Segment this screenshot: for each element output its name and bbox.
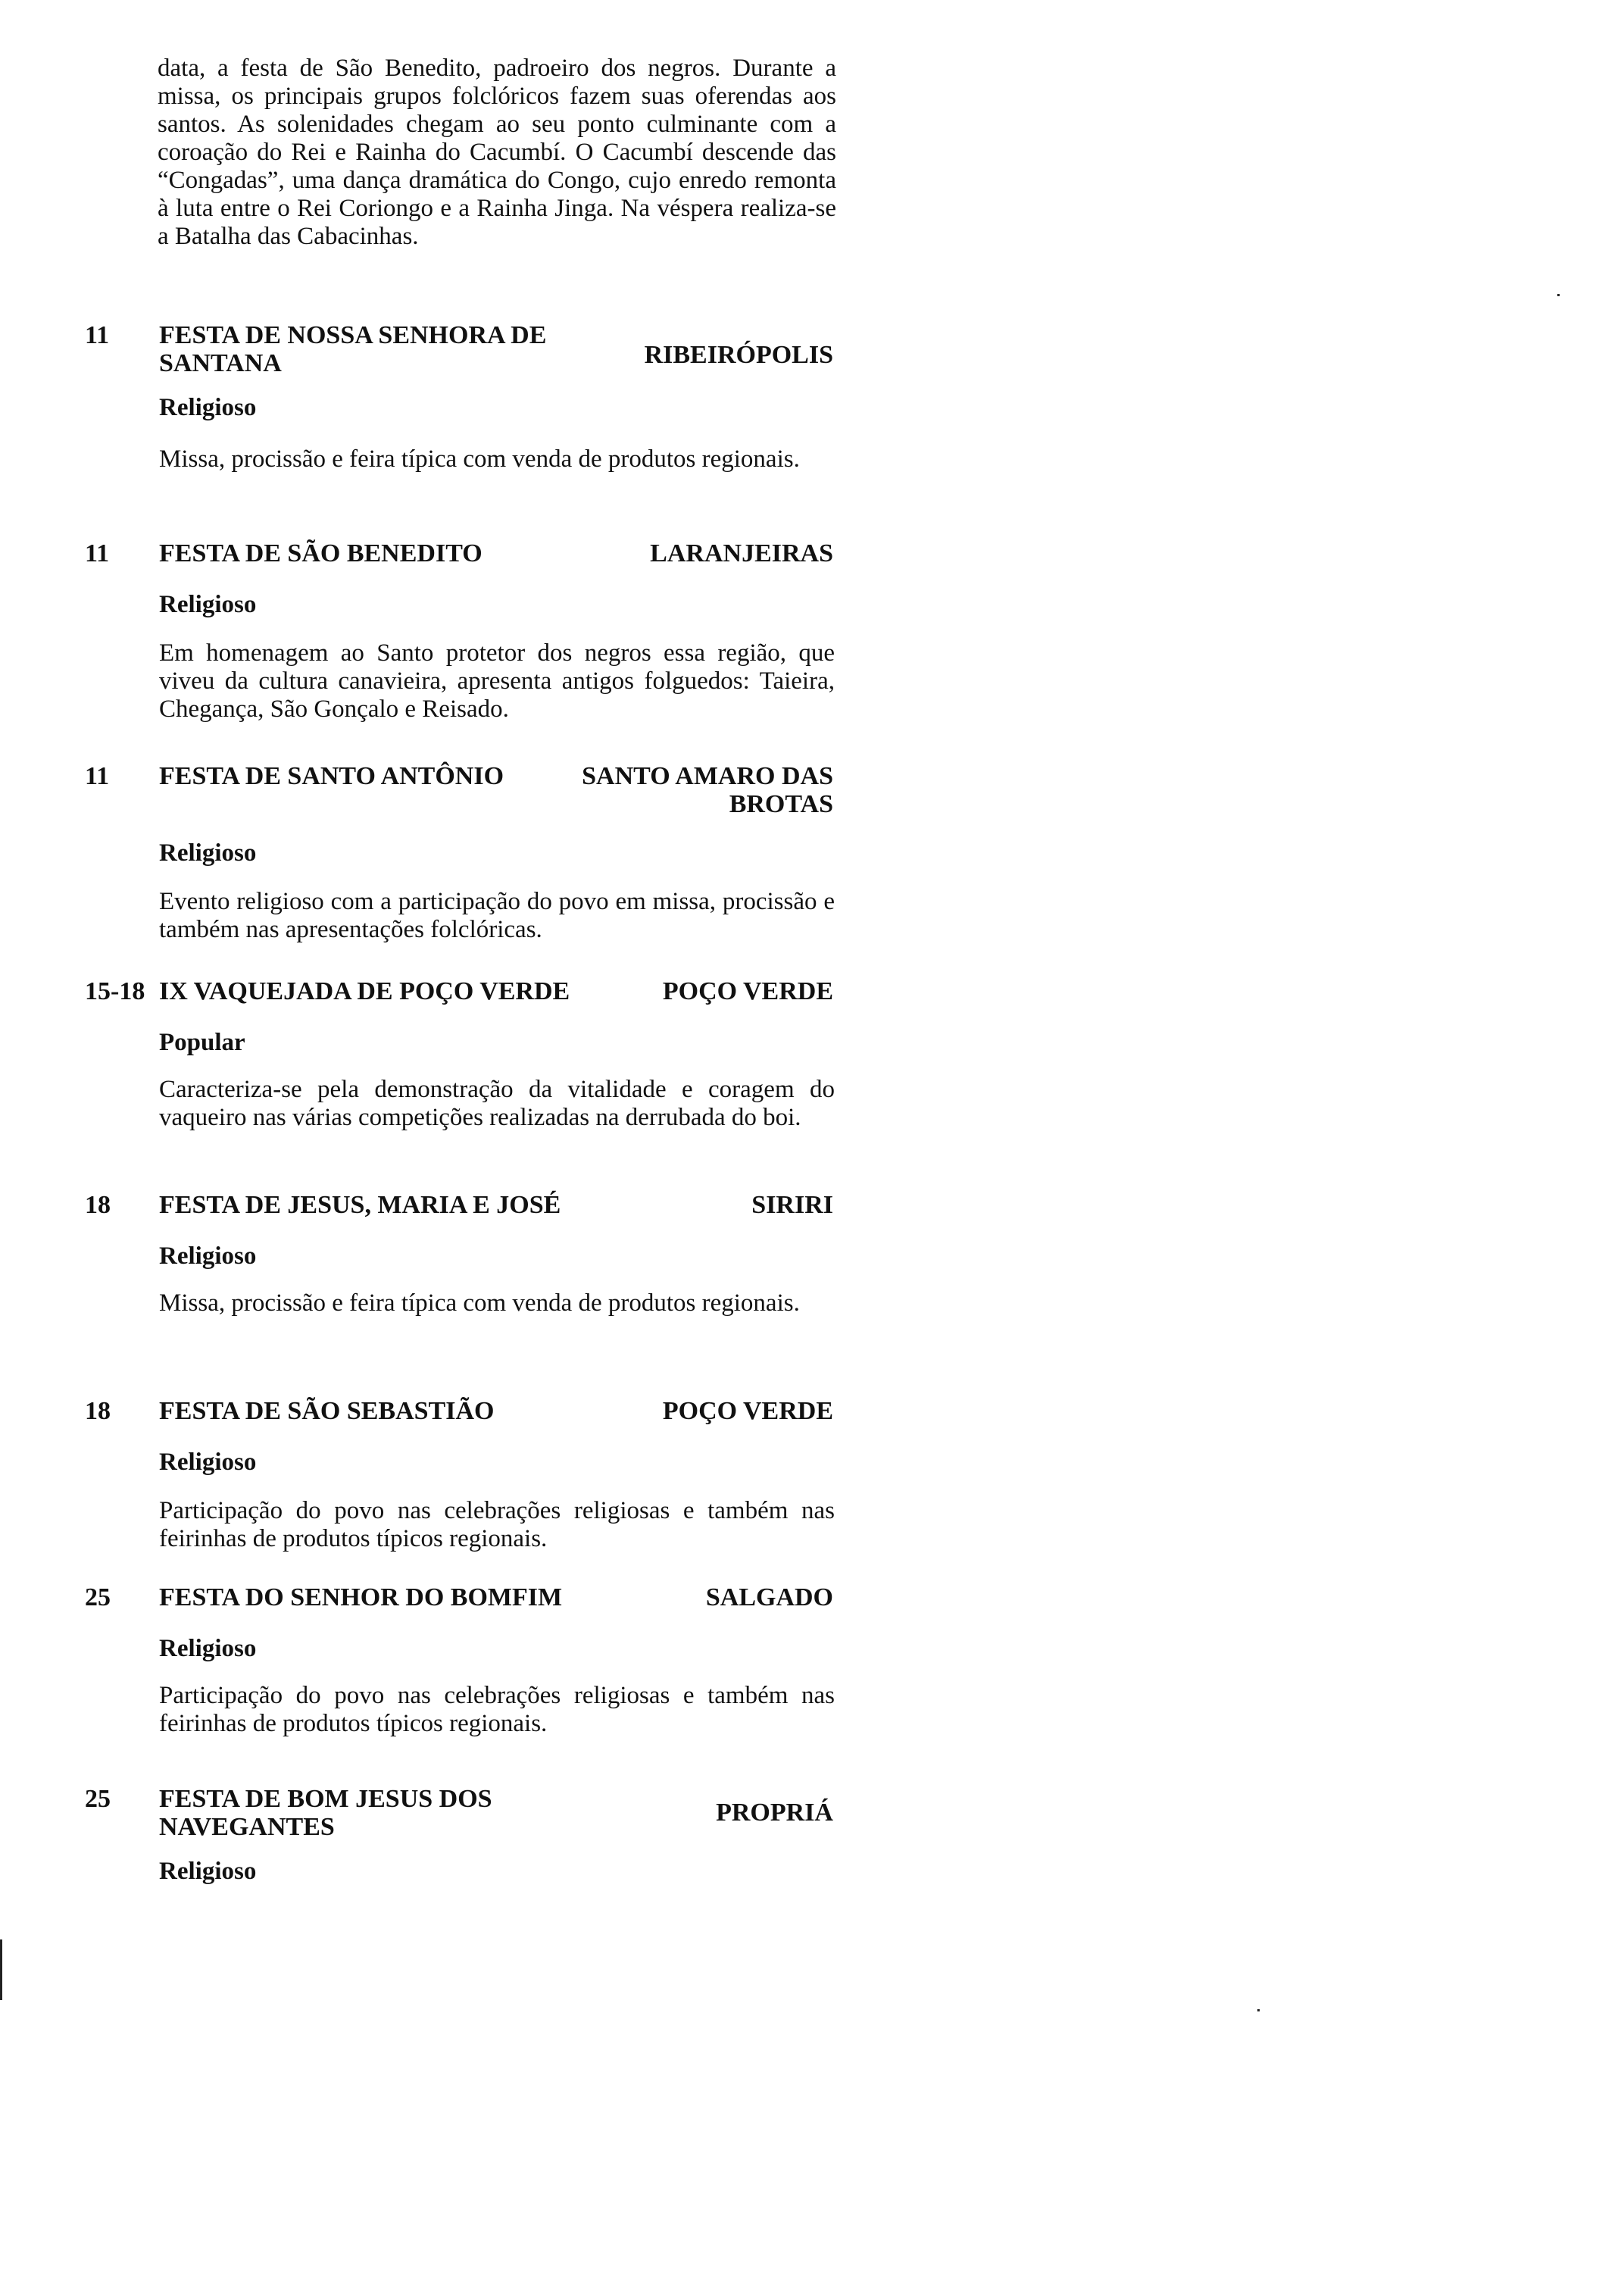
event-day: 25 xyxy=(85,1785,111,1813)
event-day: 11 xyxy=(85,321,110,349)
event-day: 18 xyxy=(85,1397,111,1425)
event-place: SIRIRI xyxy=(751,1191,833,1219)
event-title: FESTA DO SENHOR DO BOMFIM xyxy=(159,1583,563,1611)
event-description: Em homenagem ao Santo protetor dos negros essa região, que viveu da cultura canavieira, apresenta antigos folguedos: Taieira, Chegança, São Gonçalo e Reisado. xyxy=(159,639,835,723)
event-place: PROPRIÁ xyxy=(716,1799,833,1827)
event-description: Missa, procissão e feira típica com venda de produtos regionais. xyxy=(159,445,800,473)
event-title: FESTA DE SÃO SEBASTIÃO xyxy=(159,1397,495,1425)
scan-edge-mark xyxy=(0,1939,2,2000)
event-title: FESTA DE NOSSA SENHORA DE SANTANA xyxy=(159,321,547,377)
event-description: Evento religioso com a participação do povo em missa, procissão e também nas apresentações folclóricas. xyxy=(159,888,835,943)
event-description: Participação do povo nas celebrações religiosas e também nas feirinhas de produtos típicos regionais. xyxy=(159,1497,835,1552)
event-description: Caracteriza-se pela demonstração da vitalidade e coragem do vaqueiro nas várias competições realizadas na derrubada do boi. xyxy=(159,1076,835,1131)
event-day: 11 xyxy=(85,539,110,567)
scan-speck xyxy=(1257,2009,1260,2011)
event-category: Religioso xyxy=(159,1635,257,1662)
event-place: RIBEIRÓPOLIS xyxy=(644,341,833,369)
event-day: 15-18 xyxy=(85,977,145,1005)
event-category: Religioso xyxy=(159,591,257,618)
event-title: FESTA DE BOM JESUS DOS NAVEGANTES xyxy=(159,1785,492,1841)
event-title: IX VAQUEJADA DE POÇO VERDE xyxy=(159,977,570,1005)
event-title: FESTA DE SANTO ANTÔNIO xyxy=(159,762,504,790)
event-category: Popular xyxy=(159,1029,245,1056)
event-day: 11 xyxy=(85,762,110,790)
event-title: FESTA DE SÃO BENEDITO xyxy=(159,539,483,567)
scan-speck xyxy=(1557,294,1560,296)
event-category: Religioso xyxy=(159,1242,257,1270)
event-day: 25 xyxy=(85,1583,111,1611)
intro-paragraph: data, a festa de São Benedito, padroeiro dos negros. Durante a missa, os principais grupos folclóricos fazem suas oferendas aos santos. As solenidades chegam ao seu ponto culminante com a coroação do Rei e Rainha do Cacumbí. O Cacumbí descende das “Congadas”, uma dança dramática do Congo, cujo enredo remonta à luta entre o Rei Coriongo e a Rainha Jinga. Na véspera realiza-se a Batalha das Cabacinhas. xyxy=(158,55,836,250)
event-day: 18 xyxy=(85,1191,111,1219)
event-description: Participação do povo nas celebrações religiosas e também nas feirinhas de produtos típicos regionais. xyxy=(159,1682,835,1737)
event-title: FESTA DE JESUS, MARIA E JOSÉ xyxy=(159,1191,561,1219)
event-category: Religioso xyxy=(159,839,257,867)
event-place: POÇO VERDE xyxy=(662,1397,833,1425)
event-place: SANTO AMARO DAS BROTAS xyxy=(582,762,833,818)
event-place: POÇO VERDE xyxy=(662,977,833,1005)
event-place: LARANJEIRAS xyxy=(650,539,833,567)
event-description: Missa, procissão e feira típica com venda de produtos regionais. xyxy=(159,1289,800,1317)
event-category: Religioso xyxy=(159,1858,257,1885)
event-category: Religioso xyxy=(159,1449,257,1476)
event-place: SALGADO xyxy=(705,1583,833,1611)
event-category: Religioso xyxy=(159,394,257,421)
